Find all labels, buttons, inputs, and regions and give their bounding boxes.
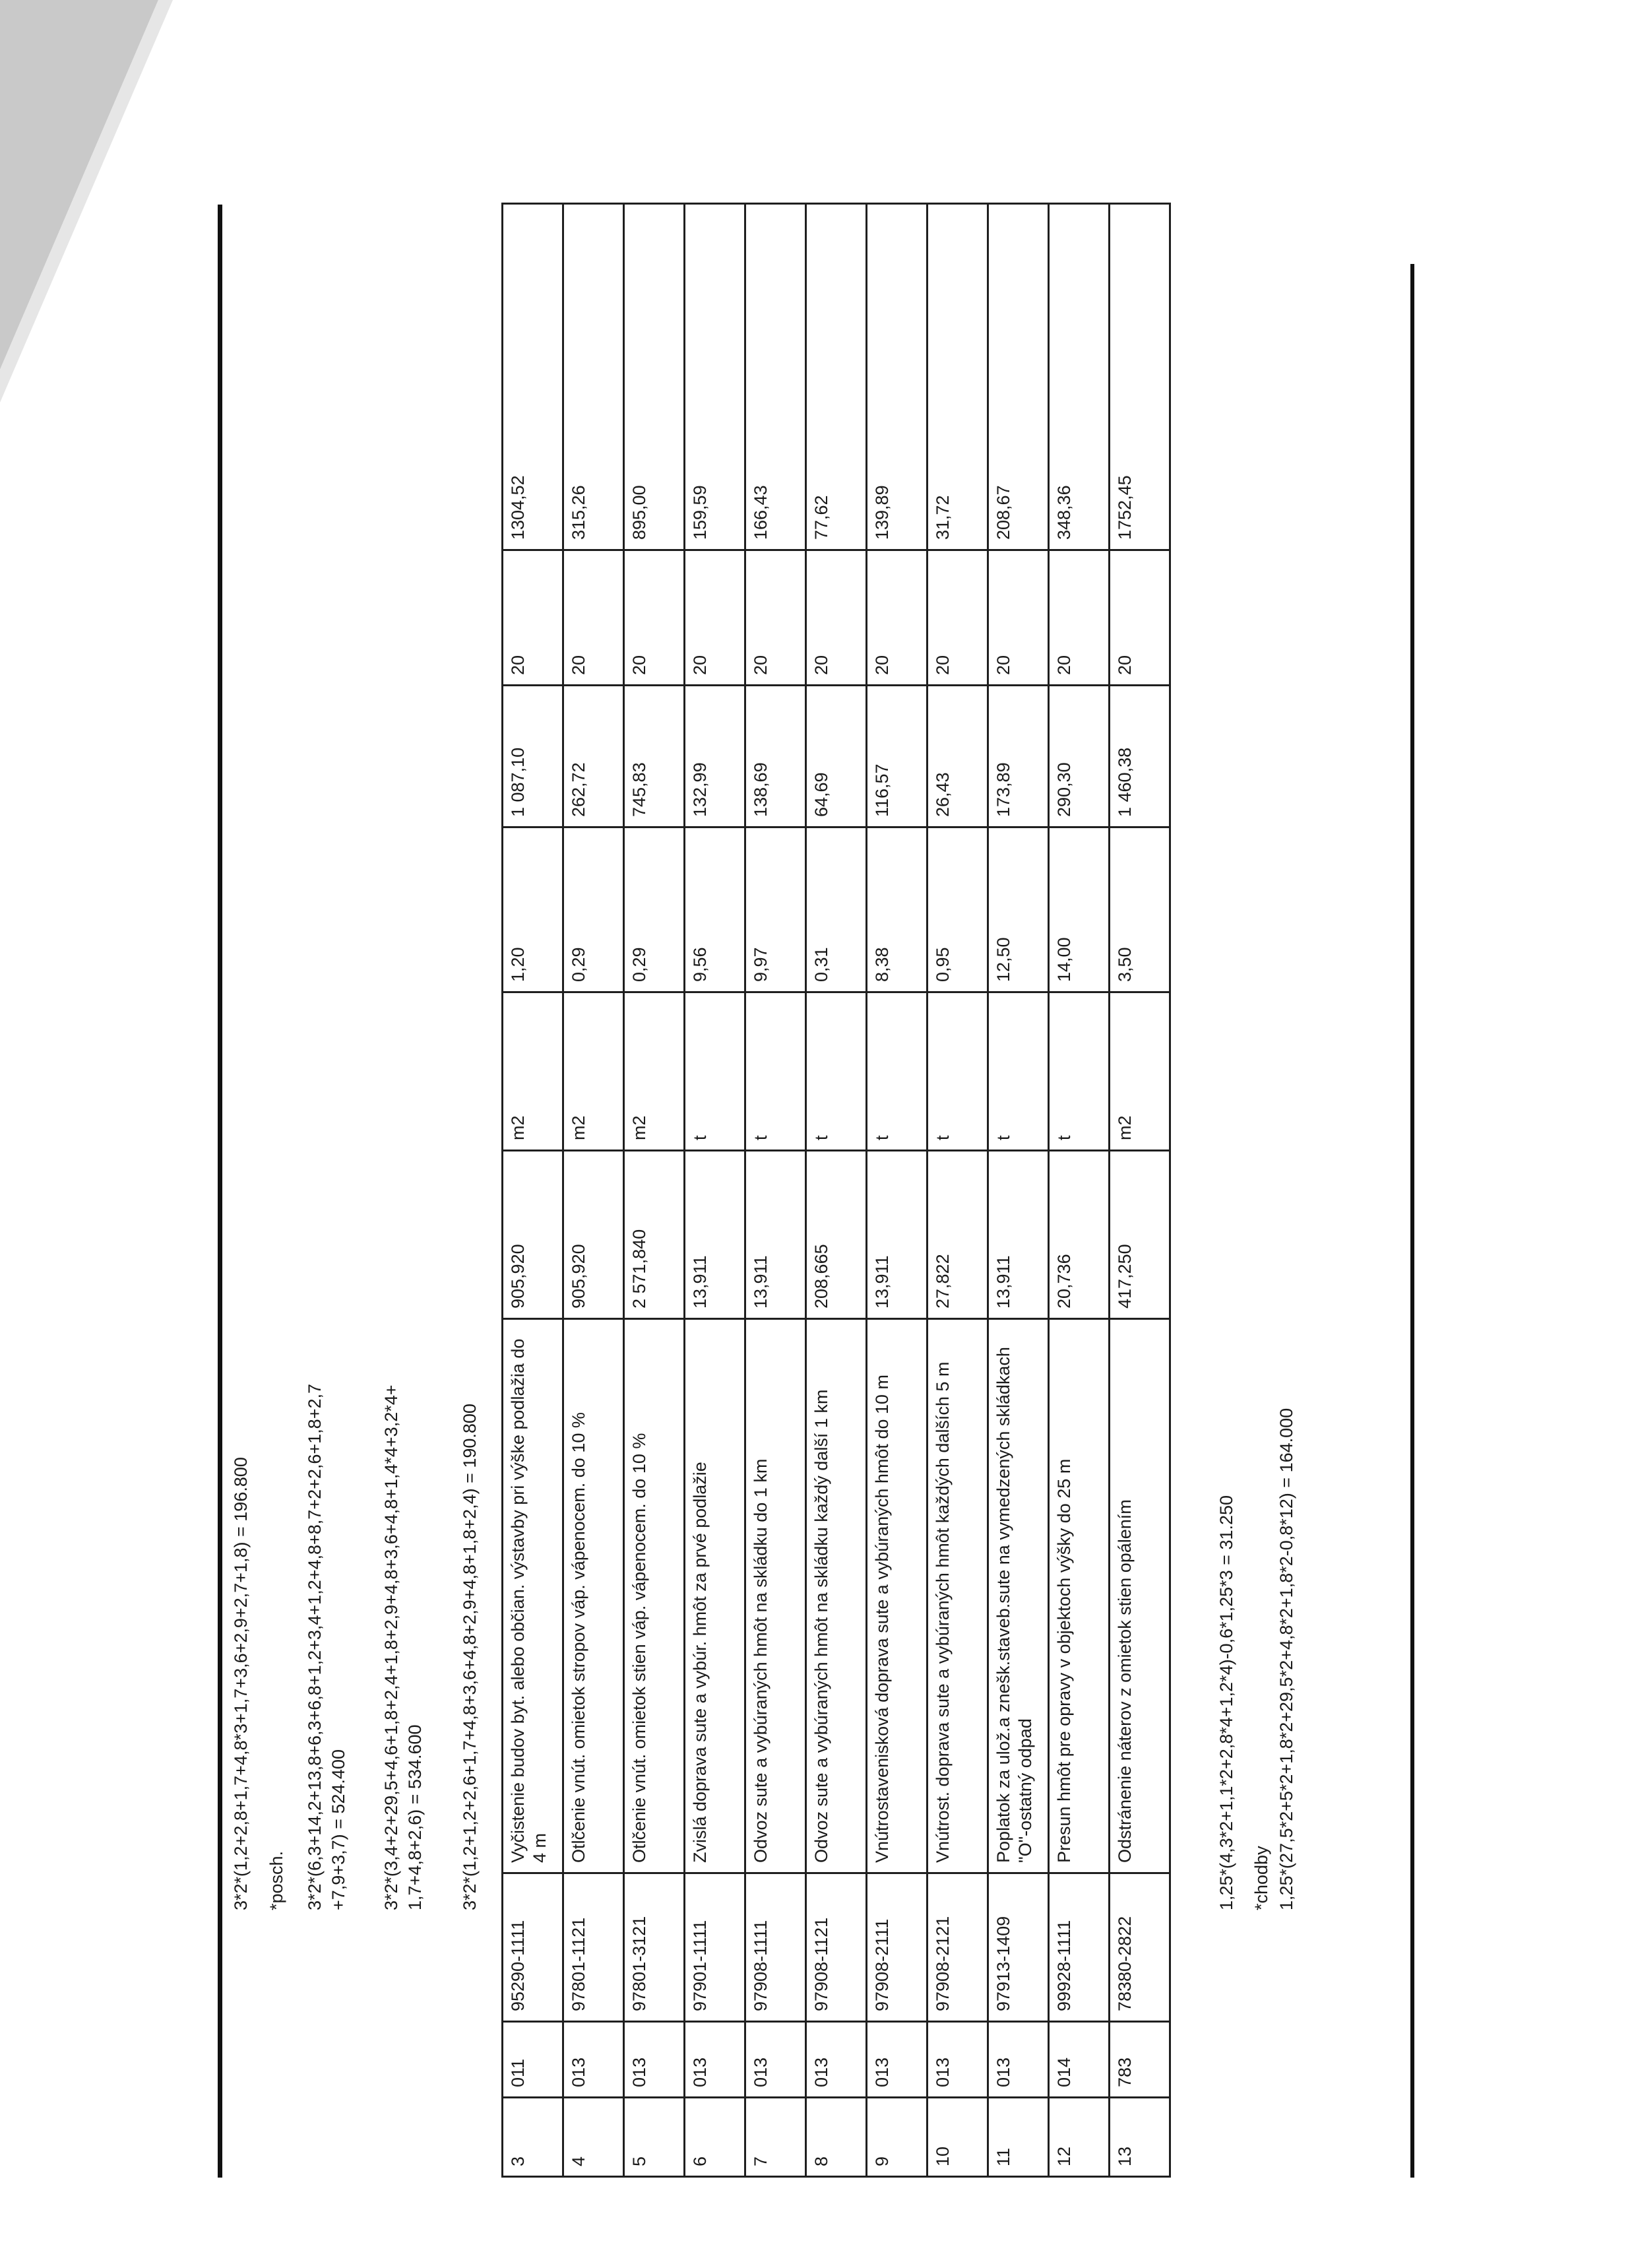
cell-vat: 20 [806, 550, 867, 686]
cell-total: 132,99 [685, 686, 745, 827]
cell-qty: 13,911 [988, 1151, 1049, 1319]
cell-qty: 905,920 [503, 1151, 563, 1319]
cell-vat: 20 [503, 550, 563, 686]
cell-no: 12 [1049, 2098, 1110, 2177]
cell-price: 1,20 [503, 827, 563, 992]
cell-group: 013 [806, 2022, 867, 2098]
cell-code: 95290-1111 [503, 1873, 563, 2022]
cell-vat: 20 [1110, 550, 1170, 686]
cell-total-vat: 139,89 [867, 204, 928, 550]
cell-total-vat: 31,72 [928, 204, 988, 550]
cell-no: 10 [928, 2098, 988, 2177]
cell-no: 11 [988, 2098, 1049, 2177]
cell-code: 97801-1121 [563, 1873, 624, 2022]
cell-qty: 208,665 [806, 1151, 867, 1319]
top-rule [218, 205, 222, 2178]
cell-total: 1 460,38 [1110, 686, 1170, 827]
cell-desc: Vnútrostavenisková doprava sute a vybúraných hmôt do 10 m [867, 1319, 928, 1873]
cell-desc: Otlčenie vnút. omietok stropov váp. vápenocem. do 10 % [563, 1319, 624, 1873]
cell-desc: Odstránenie náterov z omietok stien opálením [1110, 1319, 1170, 1873]
cell-group: 783 [1110, 2022, 1170, 2098]
cell-desc: Otlčenie vnút. omietok stien váp. vápenocem. do 10 % [624, 1319, 685, 1873]
cell-no: 8 [806, 2098, 867, 2177]
table-row [624, 204, 685, 2177]
cell-price: 0,31 [806, 827, 867, 992]
calc-line: 3*2*(1,2+1,2+2,6+1,7+4,8+3,6+4,8+2,9+4,8+1,8+2,4) = 190.800 [460, 1404, 480, 1910]
cell-vat: 20 [1049, 550, 1110, 686]
cell-group: 013 [988, 2022, 1049, 2098]
cell-no: 7 [745, 2098, 806, 2177]
cell-price: 12,50 [988, 827, 1049, 992]
cell-group: 013 [745, 2022, 806, 2098]
cell-total: 262,72 [563, 686, 624, 827]
table-row [928, 204, 988, 2177]
cell-price: 14,00 [1049, 827, 1110, 992]
cell-total-vat: 315,26 [563, 204, 624, 550]
cell-price: 9,56 [685, 827, 745, 992]
rotated-sheet [218, 198, 1471, 2178]
cell-unit: t [867, 992, 928, 1151]
cell-price: 0,29 [624, 827, 685, 992]
cell-total-vat: 166,43 [745, 204, 806, 550]
calc-line: 1,25*(4,3*2+1,1*2+2,8*4+1,2*4)-0,6*1,25*3 = 31.250 [1216, 1495, 1236, 1910]
cell-qty: 13,911 [685, 1151, 745, 1319]
cell-group: 013 [867, 2022, 928, 2098]
table-row [685, 204, 745, 2177]
cell-price: 0,95 [928, 827, 988, 992]
cell-desc: Odvoz sute a vybúraných hmôt na skládku každý další 1 km [806, 1319, 867, 1873]
cell-qty: 13,911 [745, 1151, 806, 1319]
table-row [988, 204, 1049, 2177]
budget-table [501, 203, 1171, 2178]
cell-qty: 2 571,840 [624, 1151, 685, 1319]
cell-desc: Vyčistenie budov byt. alebo občian. výstavby pri výške podlažia do 4 m [503, 1319, 563, 1873]
cell-group: 011 [503, 2022, 563, 2098]
cell-vat: 20 [867, 550, 928, 686]
cell-unit: m2 [503, 992, 563, 1151]
calc-line: 3*2*(6,3+14,2+13,8+6,3+6,8+1,2+3,4+1,2+4,8+8,7+2+2,6+1,8+2,7 [305, 1383, 325, 1910]
table-row [806, 204, 867, 2177]
cell-unit: m2 [1110, 992, 1170, 1151]
cell-total: 290,30 [1049, 686, 1110, 827]
table-row [745, 204, 806, 2177]
calc-line: 3*2*(1,2+2,8+1,7+4,8*3+1,7+3,6+2,9+2,7+1,8) = 196.800 [231, 1457, 251, 1910]
cell-desc: Presun hmôt pre opravy v objektoch výšky do 25 m [1049, 1319, 1110, 1873]
cell-group: 013 [685, 2022, 745, 2098]
cell-unit: t [745, 992, 806, 1151]
cell-total-vat: 159,59 [685, 204, 745, 550]
cell-vat: 20 [745, 550, 806, 686]
cell-qty: 27,822 [928, 1151, 988, 1319]
cell-vat: 20 [685, 550, 745, 686]
cell-price: 3,50 [1110, 827, 1170, 992]
cell-code: 97913-1409 [988, 1873, 1049, 2022]
cell-qty: 905,920 [563, 1151, 624, 1319]
cell-no: 6 [685, 2098, 745, 2177]
cell-unit: t [988, 992, 1049, 1151]
cell-desc: Vnútrost. doprava sute a vybúraných hmôt každých dalších 5 m [928, 1319, 988, 1873]
calc-line: 3*2*(3,4+2+29,5+4,6+1,8+2,4+1,8+2,9+4,8+3,6+4,8+1,4*4+3,2*4+ [381, 1384, 401, 1910]
cell-no: 5 [624, 2098, 685, 2177]
cell-unit: m2 [563, 992, 624, 1151]
cell-total: 745,83 [624, 686, 685, 827]
cell-unit: t [928, 992, 988, 1151]
cell-vat: 20 [988, 550, 1049, 686]
cell-total: 64,69 [806, 686, 867, 827]
cell-total: 138,69 [745, 686, 806, 827]
table-row [867, 204, 928, 2177]
cell-vat: 20 [563, 550, 624, 686]
table-row [563, 204, 624, 2177]
cell-unit: m2 [624, 992, 685, 1151]
cell-vat: 20 [928, 550, 988, 686]
calc-line: 1,25*(27,5*2+5*2+1,8*2+29,5*2+4,8*2+1,8*2-0,8*12) = 164.000 [1276, 1408, 1296, 1910]
cell-total: 173,89 [988, 686, 1049, 827]
table-row [503, 204, 563, 2177]
cell-desc: Odvoz sute a vybúraných hmôt na skládku do 1 km [745, 1319, 806, 1873]
cell-code: 97908-2111 [867, 1873, 928, 2022]
cell-total-vat: 895,00 [624, 204, 685, 550]
cell-code: 99928-1111 [1049, 1873, 1110, 2022]
cell-no: 4 [563, 2098, 624, 2177]
calc-line: *posch. [267, 1850, 286, 1910]
cell-desc: Zvislá doprava sute a vybúr. hmôt za prvé podlažie [685, 1319, 745, 1873]
cell-total-vat: 348,36 [1049, 204, 1110, 550]
cell-code: 97801-3121 [624, 1873, 685, 2022]
cell-no: 13 [1110, 2098, 1170, 2177]
cell-desc: Poplatok za ulož.a znešk.staveb.sute na vymedzených skládkach "O"-ostatný odpad [988, 1319, 1049, 1873]
cell-total-vat: 1752,45 [1110, 204, 1170, 550]
cell-qty: 20,736 [1049, 1151, 1110, 1319]
cell-no: 3 [503, 2098, 563, 2177]
cell-total: 26,43 [928, 686, 988, 827]
cell-code: 97908-1121 [806, 1873, 867, 2022]
cell-price: 0,29 [563, 827, 624, 992]
cell-code: 78380-2822 [1110, 1873, 1170, 2022]
cell-group: 013 [563, 2022, 624, 2098]
cell-qty: 13,911 [867, 1151, 928, 1319]
cell-vat: 20 [624, 550, 685, 686]
cell-code: 97908-1111 [745, 1873, 806, 2022]
cell-total-vat: 1304,52 [503, 204, 563, 550]
cell-no: 9 [867, 2098, 928, 2177]
bottom-rule [1410, 264, 1414, 2178]
cell-group: 014 [1049, 2022, 1110, 2098]
cell-unit: t [685, 992, 745, 1151]
cell-group: 013 [624, 2022, 685, 2098]
table-row [1110, 204, 1170, 2177]
cell-total: 1 087,10 [503, 686, 563, 827]
calc-line: +7,9+3,7) = 524.400 [329, 1749, 348, 1910]
cell-total-vat: 208,67 [988, 204, 1049, 550]
cell-total: 116,57 [867, 686, 928, 827]
cell-unit: t [1049, 992, 1110, 1151]
cell-code: 97901-1111 [685, 1873, 745, 2022]
cell-total-vat: 77,62 [806, 204, 867, 550]
cell-qty: 417,250 [1110, 1151, 1170, 1319]
cell-unit: t [806, 992, 867, 1151]
table-row [1049, 204, 1110, 2177]
calc-line: 1,7+4,8+2,6) = 534.600 [405, 1724, 425, 1910]
cell-price: 8,38 [867, 827, 928, 992]
cell-group: 013 [928, 2022, 988, 2098]
cell-price: 9,97 [745, 827, 806, 992]
cell-code: 97908-2121 [928, 1873, 988, 2022]
calc-line: *chodby [1251, 1846, 1271, 1910]
